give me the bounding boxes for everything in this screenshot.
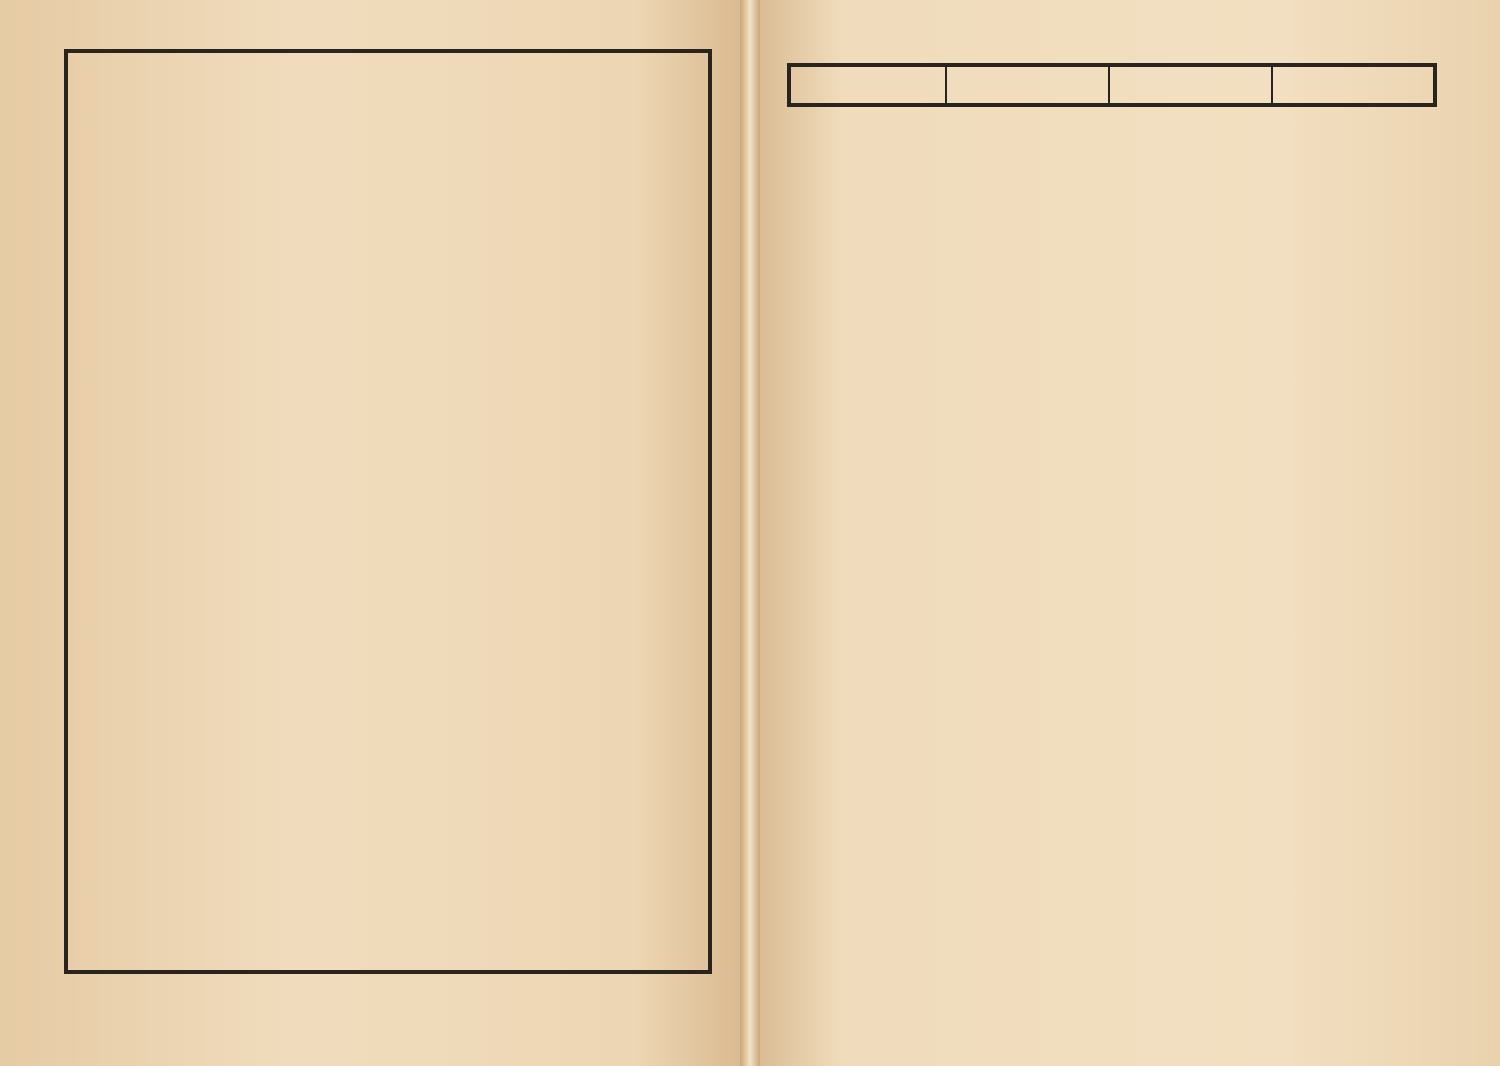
table-of-contents-frame (64, 49, 712, 974)
table-header-row (789, 65, 1435, 105)
header-ukrainisch (1109, 65, 1272, 105)
header-russisch (946, 65, 1109, 105)
book-spine (740, 0, 760, 1066)
clothing-vocabulary-table (787, 63, 1437, 107)
right-page (752, 0, 1500, 1066)
header-polnisch (1272, 65, 1435, 105)
header-picture (789, 65, 946, 105)
